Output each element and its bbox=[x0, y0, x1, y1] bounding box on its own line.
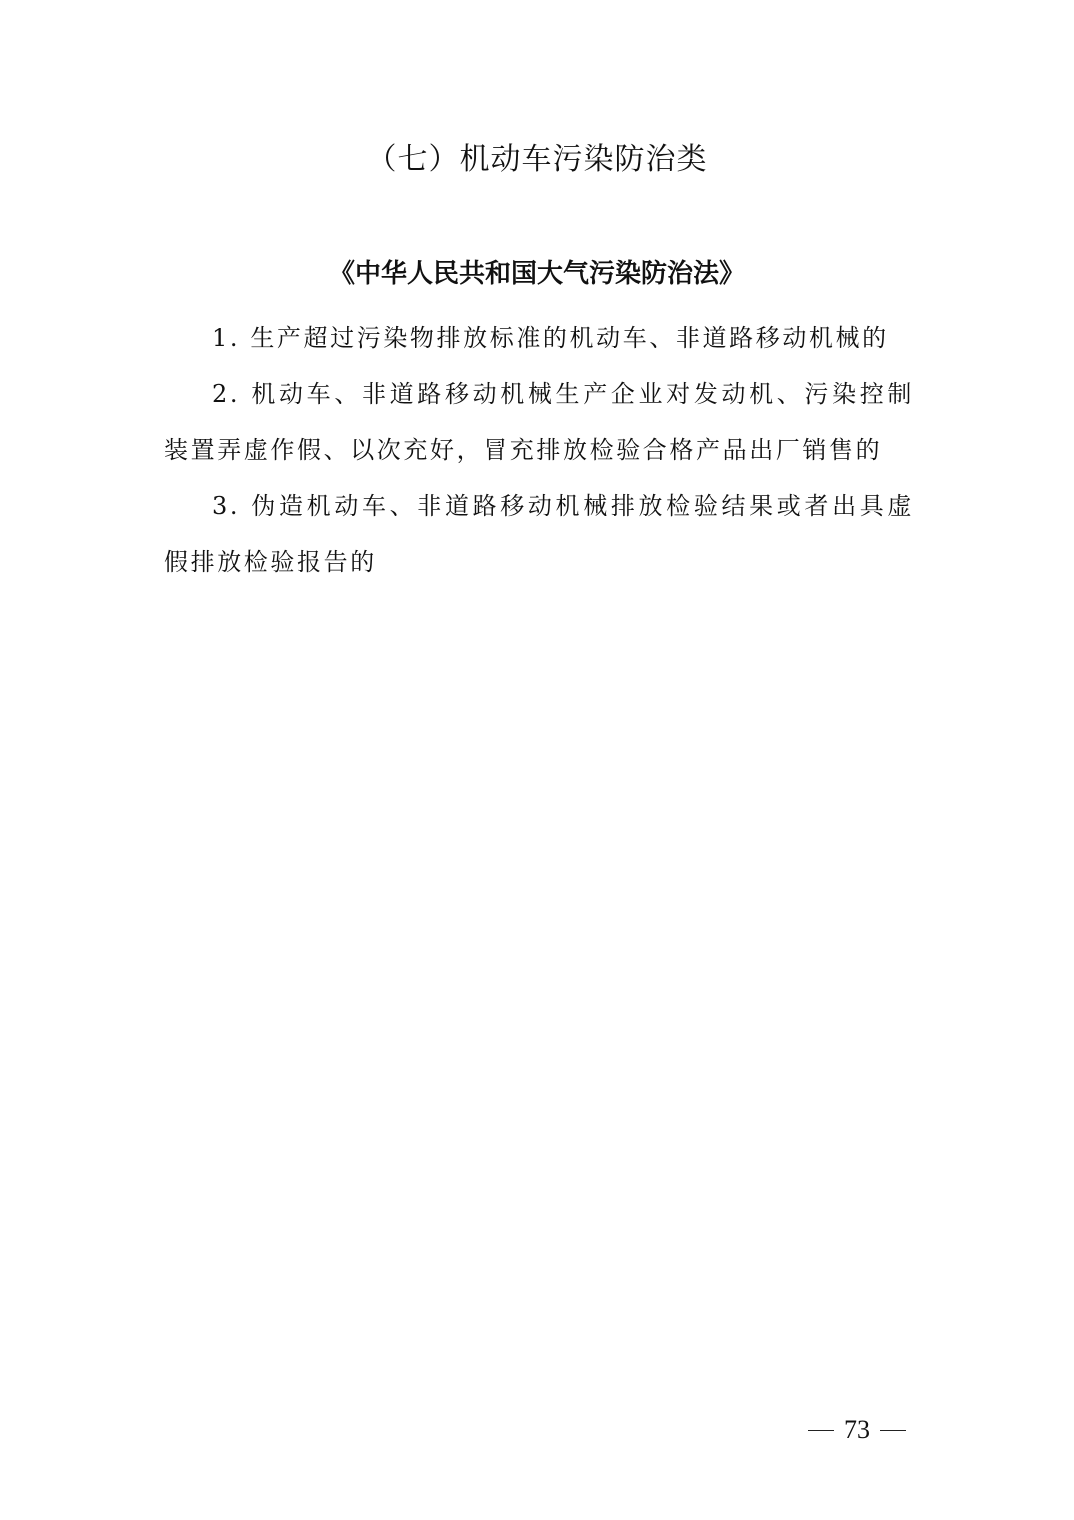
footer-dash-left bbox=[808, 1430, 834, 1431]
list-item: 3. 伪造机动车、非道路移动机械排放检验结果或者出具虚假排放检验报告的 bbox=[164, 492, 914, 576]
list-item: 1. 生产超过污染物排放标准的机动车、非道路移动机械的 bbox=[212, 324, 889, 352]
page-number: 73 bbox=[844, 1415, 870, 1444]
violation-list bbox=[164, 310, 914, 590]
section-heading: （七）机动车污染防治类 bbox=[366, 142, 708, 177]
list-item: 2. 机动车、非道路移动机械生产企业对发动机、污染控制装置弄虚作假、以次充好，冒充排放检验合格产品出厂销售的 bbox=[164, 380, 914, 464]
law-title: 《中华人民共和国大气污染防治法》 bbox=[328, 259, 745, 289]
footer-dash-right bbox=[880, 1430, 906, 1431]
page-footer bbox=[808, 1412, 918, 1448]
